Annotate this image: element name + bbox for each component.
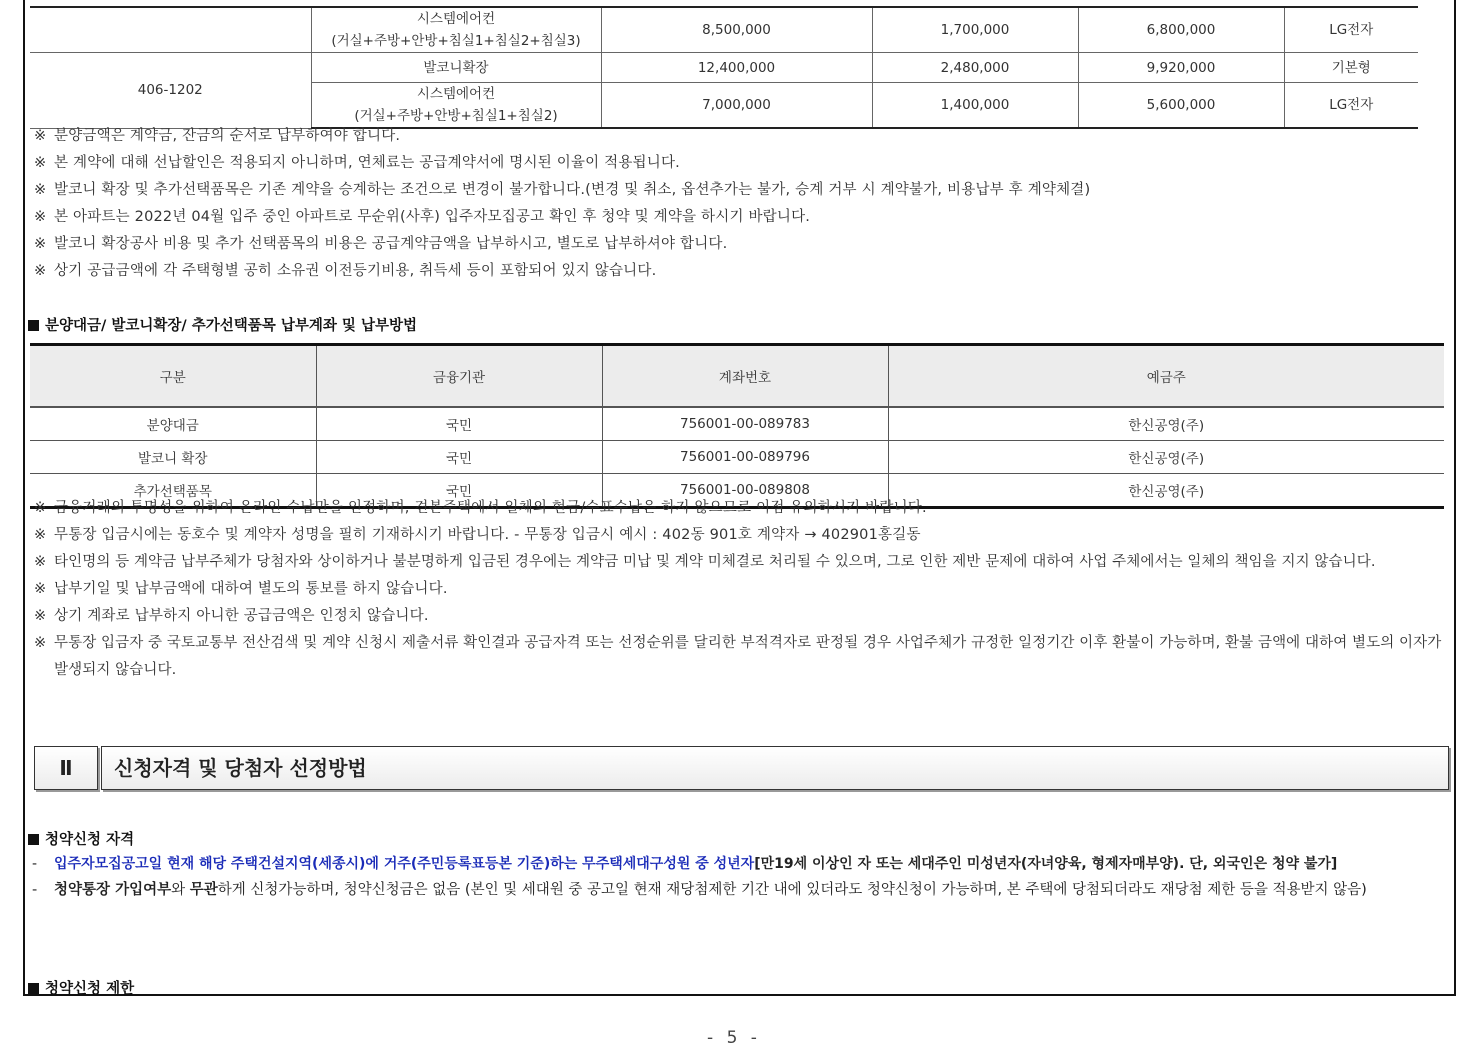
bank-cell: 국민 — [316, 441, 602, 474]
table-row — [30, 53, 1418, 83]
balance-cell: 5,600,000 — [1078, 83, 1284, 129]
note-item: ※ 발코니 확장공사 비용 및 추가 선택품목의 비용은 공급계약금액을 납부하시고, 별도로 납부하셔야 합니다. — [34, 236, 728, 252]
balance-cell: 6,800,000 — [1078, 7, 1284, 53]
note-item: ※ 무통장 입금자 중 국토교통부 전산검색 및 계약 신청시 제출서류 확인결과 공급자격 또는 선정순위를 달리한 부적격자로 판정될 경우 사업주체가 규정한 일정기간 이후 환불이 가능하며, 환불 금액에 대하여 별도의 이자가 발생되지 않습니다. — [34, 635, 1442, 678]
eligibility-item: - 입주자모집공고일 현재 해당 주택건설지역(세종시)에 거주(주민등록표등본 기준)하는 무주택세대구성원 중 성년자[만19세 이상인 자 또는 세대주인 미성년자(자녀양육, 형제자매부양). 단, 외국인은 청약 불가] — [32, 856, 1338, 872]
section-heading-restriction: 청약신청 제한 — [28, 977, 134, 998]
header-bank: 금융기관 — [316, 345, 602, 408]
note-cell: 기본형 — [1284, 53, 1418, 83]
chapter-title: 신청자격 및 당첨자 선정방법 — [101, 746, 1449, 790]
balance-cell: 9,920,000 — [1078, 53, 1284, 83]
account-cell: 756001-00-089783 — [602, 407, 888, 441]
deposit-cell: 1,700,000 — [872, 7, 1078, 53]
note-item: ※ 본 계약에 대해 선납할인은 적용되지 아니하며, 연체료는 공급계약서에 명시된 이율이 적용됩니다. — [34, 155, 680, 171]
note-item: ※ 금융거래의 투명성을 위하여 온라인 수납만을 인정하며, 견본주택에서 일체의 현금/수표수납은 하지 않으므로 이점 유의하시기 바랍니다. — [34, 500, 927, 516]
item-cell: 발코니확장 — [311, 53, 601, 83]
square-bullet-icon — [28, 983, 39, 994]
holder-cell: 한신공영(주) — [888, 441, 1444, 474]
payment-notes — [34, 123, 1446, 285]
section-heading-account: 분양대금/ 발코니확장/ 추가선택품목 납부계좌 및 납부방법 — [28, 314, 417, 335]
square-bullet-icon — [28, 834, 39, 845]
category-cell: 발코니 확장 — [30, 441, 316, 474]
note-item: ※ 분양금액은 계약금, 잔금의 순서로 납부하여야 합니다. — [34, 128, 401, 144]
deposit-cell: 2,480,000 — [872, 53, 1078, 83]
eligibility-item: - 청약통장 가입여부와 무관하게 신청가능하며, 청약신청금은 없음 (본인 및 세대원 중 공고일 현재 재당첨제한 기간 내에 있더라도 청약신청이 가능하며, 본 주택에 당첨되더라도 재당첨 제한 등을 적용받지 않음) — [32, 882, 1367, 898]
table-row — [30, 441, 1444, 474]
account-notes — [34, 495, 1450, 684]
category-cell: 추가선택품목 — [30, 474, 316, 508]
account-cell: 756001-00-089808 — [602, 474, 888, 508]
note-cell: LG전자 — [1284, 83, 1418, 129]
total-cell: 12,400,000 — [601, 53, 872, 83]
eligibility-list — [32, 851, 1450, 903]
unit-cell: 406-1202 — [30, 53, 311, 129]
bank-cell: 국민 — [316, 474, 602, 508]
note-cell: LG전자 — [1284, 7, 1418, 53]
bank-cell: 국민 — [316, 407, 602, 441]
holder-cell: 한신공영(주) — [888, 407, 1444, 441]
note-item: ※ 납부기일 및 납부금액에 대하여 별도의 통보를 하지 않습니다. — [34, 581, 448, 597]
item-cell: 시스템에어컨 (거실+주방+안방+침실1+침실2+침실3) — [311, 7, 601, 53]
category-cell: 분양대금 — [30, 407, 316, 441]
square-bullet-icon — [28, 320, 39, 331]
header-category: 구분 — [30, 345, 316, 408]
chapter-number: Ⅱ — [34, 746, 98, 790]
deposit-cell: 1,400,000 — [872, 83, 1078, 129]
note-item: ※ 발코니 확장 및 추가선택품목은 기존 계약을 승계하는 조건으로 변경이 불가합니다.(변경 및 취소, 옵션추가는 불가, 승계 거부 시 계약불가, 비용납부 후 계약체결) — [34, 182, 1091, 198]
header-holder: 예금주 — [888, 345, 1444, 408]
total-cell: 8,500,000 — [601, 7, 872, 53]
note-item: ※ 상기 계좌로 납부하지 아니한 공급금액은 인정치 않습니다. — [34, 608, 429, 624]
note-item: ※ 본 아파트는 2022년 04월 입주 중인 아파트로 무순위(사후) 입주자모집공고 확인 후 청약 및 계약을 하시기 바랍니다. — [34, 209, 811, 225]
table-header-row — [30, 345, 1444, 408]
note-item: ※ 상기 공급금액에 각 주택형별 공히 소유권 이전등기비용, 취득세 등이 포함되어 있지 않습니다. — [34, 263, 657, 279]
note-item: ※ 타인명의 등 계약금 납부주체가 당첨자와 상이하거나 불분명하게 입금된 경우에는 계약금 미납 및 계약 미체결로 처리될 수 있으며, 그로 인한 제반 문제에 대하여 사업 주체에서는 일체의 책임을 지지 않습니다. — [34, 554, 1376, 570]
item-cell: 시스템에어컨 (거실+주방+안방+침실1+침실2) — [311, 83, 601, 129]
page-number: - 5 - — [707, 1028, 761, 1048]
option-price-table — [30, 6, 1418, 129]
note-item: ※ 무통장 입금시에는 동호수 및 계약자 성명을 필히 기재하시기 바랍니다. - 무통장 입금시 예시 : 402동 901호 계약자 → 402901홍길동 — [34, 527, 921, 543]
table-row — [30, 407, 1444, 441]
account-table — [30, 343, 1444, 509]
holder-cell: 한신공영(주) — [888, 474, 1444, 508]
header-account: 계좌번호 — [602, 345, 888, 408]
section-heading-eligibility: 청약신청 자격 — [28, 828, 134, 849]
unit-cell — [30, 7, 311, 53]
table-row — [30, 7, 1418, 53]
total-cell: 7,000,000 — [601, 83, 872, 129]
account-cell: 756001-00-089796 — [602, 441, 888, 474]
